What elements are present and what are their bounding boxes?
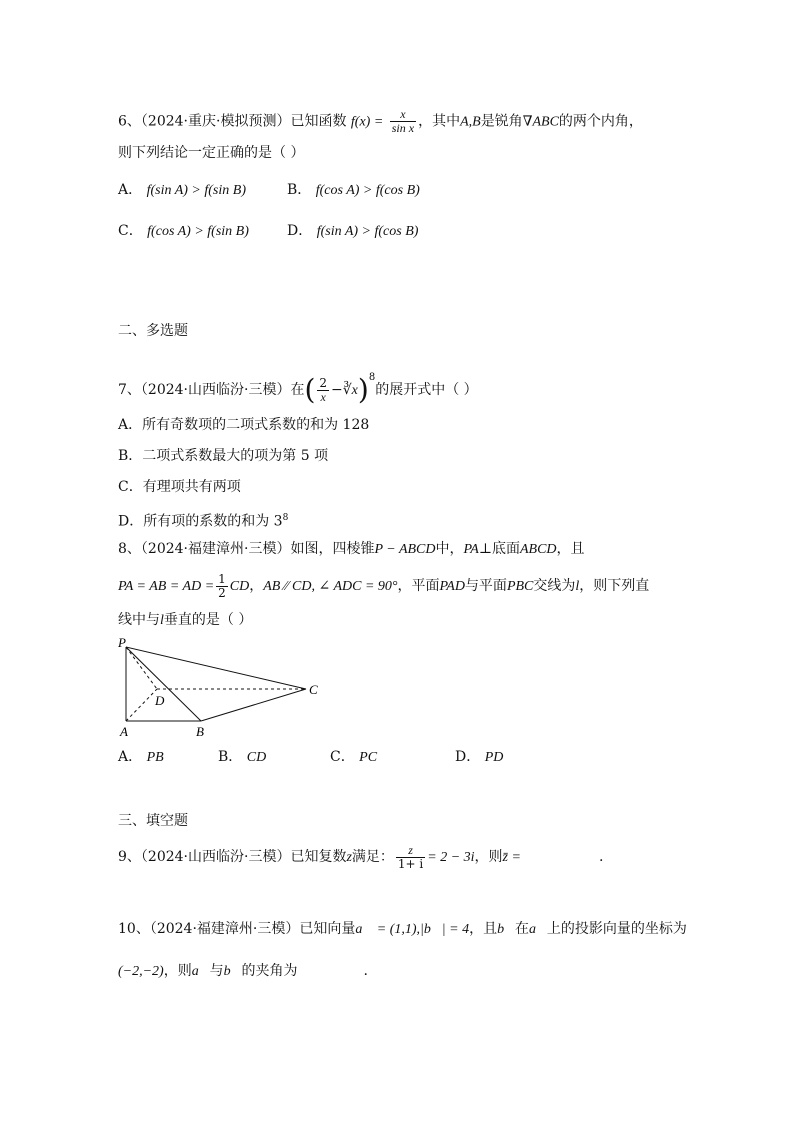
q6-option-d-label: D． bbox=[287, 223, 313, 239]
q8-number: 8、 bbox=[118, 541, 141, 557]
edge-pb bbox=[126, 647, 201, 721]
q8-parallel: AB ⁄⁄ CD, ∠ ADC = 90° bbox=[263, 579, 398, 594]
q10-text: 已知向量 bbox=[299, 921, 356, 937]
q8-text: ， bbox=[249, 578, 264, 594]
q8-text: ，且 bbox=[556, 541, 585, 557]
q10-line2 bbox=[118, 962, 368, 981]
q6-frac-num: x bbox=[400, 107, 406, 121]
q8-option-c-label: C． bbox=[330, 749, 355, 765]
q6-option-d-text: f(sin A) > f(cos B) bbox=[316, 224, 419, 239]
q8-text: 中， bbox=[435, 541, 464, 557]
q8-pad: PAD bbox=[439, 579, 465, 594]
q7-option-c: C．有理项共有两项 bbox=[118, 479, 241, 495]
label-p: P bbox=[118, 635, 126, 650]
q9-fraction bbox=[396, 844, 425, 871]
q6-option-a-text: f(sin A) > f(sin B) bbox=[146, 183, 246, 198]
q6-source: （2024·重庆·模拟预测） bbox=[140, 113, 291, 130]
q7-fraction bbox=[317, 377, 329, 404]
q9-frac-den: 1+ i bbox=[397, 856, 424, 871]
q8-half-den: 2 bbox=[218, 585, 226, 600]
label-c: C bbox=[309, 682, 318, 697]
q7-option-d-exp: 8 bbox=[282, 513, 289, 523]
q8-text: 与平面 bbox=[464, 578, 507, 594]
q7-option-b: B．二项式系数最大的项为第 5 项 bbox=[118, 448, 329, 464]
q8-source: （2024·福建漳州·三模） bbox=[140, 541, 291, 557]
edge-ad bbox=[126, 689, 157, 721]
q6-fraction bbox=[390, 108, 416, 135]
label-d: D bbox=[155, 693, 165, 708]
q6-triangle: ∇ABC bbox=[522, 114, 559, 130]
q8-option-d bbox=[455, 748, 503, 767]
q8-option-b-text: CD bbox=[246, 750, 267, 765]
q8-text: 垂直的是（ ） bbox=[163, 612, 253, 628]
q7-text: 的展开式中（ ） bbox=[375, 382, 478, 398]
q8-cd: CD bbox=[229, 579, 250, 594]
q8-option-b-label: B． bbox=[218, 749, 243, 765]
q6-ab: A,B bbox=[460, 114, 481, 130]
q6-number: 6、 bbox=[118, 113, 141, 130]
q6-line1 bbox=[118, 108, 643, 135]
q8-option-a-text: PB bbox=[146, 750, 164, 765]
q6-frac-den: sin x bbox=[391, 121, 415, 135]
q10-number: 10、 bbox=[118, 921, 150, 937]
q6-line2: 则下列结论一定正确的是（ ） bbox=[118, 145, 305, 161]
q10-line1 bbox=[118, 920, 687, 939]
q7-frac-num: 2 bbox=[319, 375, 328, 390]
q8-half bbox=[216, 573, 228, 600]
q6-option-a-label: A． bbox=[118, 182, 143, 198]
q9-text: 已知复数 bbox=[290, 849, 347, 865]
q6-function: f(x) = bbox=[350, 114, 384, 130]
q9-text: ，则 bbox=[474, 849, 503, 865]
q6-option-b-text: f(cos A) > f(cos B) bbox=[315, 183, 420, 198]
q8-half-num: 1 bbox=[218, 571, 226, 586]
q8-option-c bbox=[330, 748, 377, 767]
q8-abcd: ABCD bbox=[519, 542, 557, 557]
q7-option-d bbox=[118, 509, 288, 531]
q7-text: 在 bbox=[290, 382, 305, 398]
q8-pyramid-figure bbox=[110, 632, 330, 744]
q7-frac-den: x bbox=[317, 390, 329, 404]
q8-l: l bbox=[575, 579, 580, 594]
label-a: A bbox=[120, 724, 128, 739]
q9-number: 9、 bbox=[118, 849, 141, 865]
q10-text: 的夹角为 bbox=[241, 963, 298, 979]
q7-paren-left: ( bbox=[304, 373, 316, 406]
q8-line3 bbox=[118, 611, 252, 630]
q8-text: 线中与 bbox=[118, 612, 160, 628]
q6-option-d bbox=[287, 222, 418, 241]
q8-option-d-text: PD bbox=[484, 750, 504, 765]
q10-text: 上的投影向量的坐标为 bbox=[546, 921, 687, 937]
q7-paren-right: ) bbox=[357, 373, 369, 406]
q7-option-d-text: D．所有项的系数的和为 3 bbox=[118, 513, 283, 530]
q10-text: 在 bbox=[514, 921, 529, 937]
q9-equation: = 2 − 3i bbox=[427, 850, 475, 865]
q8-option-c-text: PC bbox=[359, 750, 378, 765]
q8-equation: PA = AB = AD = bbox=[118, 579, 215, 594]
q8-pa: PA bbox=[463, 542, 479, 557]
edge-pc bbox=[126, 647, 306, 689]
label-b: B bbox=[196, 724, 204, 739]
q10-source: （2024·福建漳州·三模） bbox=[149, 921, 300, 937]
q8-pyramid: P − ABCD bbox=[374, 542, 436, 557]
q6-text: ，其中 bbox=[418, 113, 461, 130]
q10-b-magnitude: |b⃗| = 4 bbox=[420, 922, 470, 937]
q7-minus: − bbox=[331, 382, 343, 398]
q8-line2 bbox=[118, 572, 649, 601]
q10-text: 与 bbox=[209, 963, 224, 979]
q10-text: ，且 bbox=[469, 921, 498, 937]
q9-zbar: z̄ = bbox=[502, 850, 521, 865]
q9-frac-num: z bbox=[408, 842, 413, 857]
q7-source: （2024·山西临汾·三模） bbox=[140, 382, 291, 398]
q8-text: 如图，四棱锥 bbox=[290, 541, 375, 557]
q8-option-a-label: A． bbox=[118, 749, 143, 765]
q8-text: 交线为 bbox=[533, 578, 576, 594]
section-heading-fill-blank: 三、填空题 bbox=[118, 813, 188, 829]
q8-line1 bbox=[118, 540, 585, 559]
section-heading-multi-choice: 二、多选题 bbox=[118, 323, 188, 339]
q7-root: ∛x bbox=[342, 383, 358, 398]
q6-text: 是锐角 bbox=[480, 113, 523, 130]
q8-option-b bbox=[218, 748, 266, 767]
q8-option-d-label: D． bbox=[455, 749, 481, 765]
q9-end: . bbox=[598, 849, 604, 865]
q6-text: 的两个内角， bbox=[558, 113, 643, 130]
q6-option-a bbox=[118, 181, 246, 200]
q6-option-c-text: f(cos A) > f(sin B) bbox=[147, 224, 249, 239]
q6-option-c bbox=[118, 222, 249, 241]
q7-line1 bbox=[118, 364, 478, 405]
q10-coordinate: (−2,−2) bbox=[118, 964, 164, 979]
q10-b: b⃗ bbox=[223, 964, 242, 979]
q8-text: ，则下列直 bbox=[579, 578, 650, 594]
q9-source: （2024·山西临汾·三模） bbox=[140, 849, 291, 865]
q6-option-c-label: C． bbox=[118, 223, 143, 239]
q7-number: 7、 bbox=[118, 382, 141, 398]
q8-option-a bbox=[118, 748, 164, 767]
q6-option-b bbox=[287, 181, 420, 200]
q10-b: b⃗ bbox=[497, 922, 515, 937]
q8-l: l bbox=[160, 613, 164, 628]
q10-a: a⃗ bbox=[191, 964, 210, 979]
q6-option-b-label: B． bbox=[287, 182, 312, 198]
edge-bc bbox=[201, 689, 306, 721]
q10-a: a⃗ bbox=[528, 922, 547, 937]
q10-vector-a: a⃗ = (1,1), bbox=[355, 922, 421, 937]
q7-exponent: 8 bbox=[368, 372, 376, 383]
q9-line1 bbox=[118, 843, 603, 872]
q9-text: 满足： bbox=[351, 849, 394, 865]
q8-text: ，平面 bbox=[397, 578, 440, 594]
q8-text: ⊥底面 bbox=[478, 541, 520, 557]
q7-option-a: A．所有奇数项的二项式系数的和为 128 bbox=[118, 417, 370, 433]
q9-z: z bbox=[346, 850, 352, 865]
q10-end: . bbox=[363, 963, 368, 979]
q6-text: 已知函数 bbox=[290, 113, 347, 130]
q10-text: ，则 bbox=[163, 963, 192, 979]
q8-pbc: PBC bbox=[506, 579, 534, 594]
